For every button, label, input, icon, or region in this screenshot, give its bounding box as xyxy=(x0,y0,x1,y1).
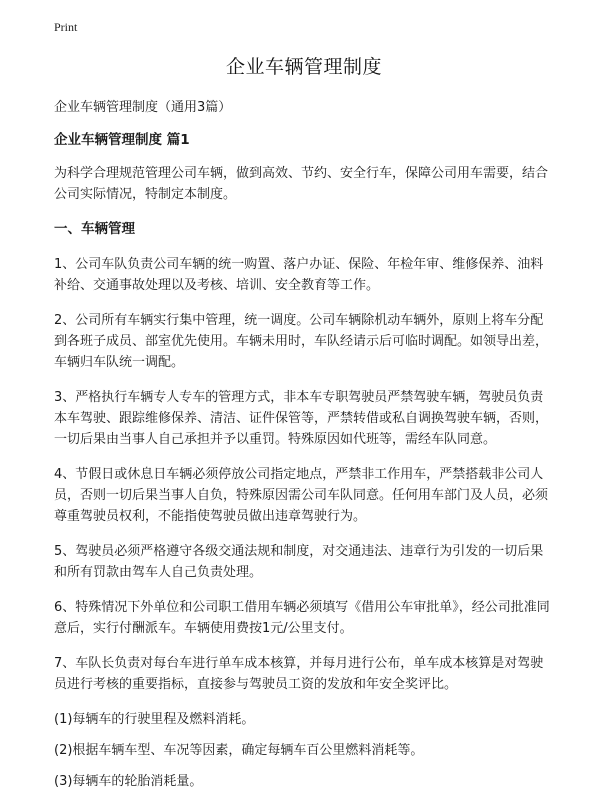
rule-paragraph-2: 2、公司所有车辆实行集中管理，统一调度。公司车辆除机动车辆外，原则上将车分配到各班子成员、部室优先使用。车辆未用时，车队经请示后可临时调配。如领导出差，车辆归车队统一调配。 xyxy=(54,313,549,370)
intro-paragraph: 为科学合理规范管理公司车辆，做到高效、节约、安全行车，保障公司用车需要，结合公司实际情况，特制定本制度。 xyxy=(54,166,549,202)
print-link[interactable]: Print xyxy=(54,20,78,34)
page-title: 企业车辆管理制度 xyxy=(225,56,382,78)
sub-item-1: (1)每辆车的行驶里程及燃料消耗。 xyxy=(54,712,255,727)
rule-paragraph-3: 3、严格执行车辆专人专车的管理方式，非本车专职驾驶员严禁驾驶车辆，驾驶员负责本车驾驶、跟踪维修保养、清洁、证件保管等，严禁转借或私自调换驾驶车辆，否则，一切后果由当事人自己承担并予以重罚。特殊原因如代班等，需经车队同意。 xyxy=(54,390,549,447)
chapter-heading: 企业车辆管理制度 篇1 xyxy=(54,132,190,148)
sub-item-2: (2)根据车辆车型、车况等因素，确定每辆车百公里燃料消耗等。 xyxy=(54,743,424,758)
section-heading: 一、车辆管理 xyxy=(54,221,135,237)
document-body xyxy=(54,52,554,802)
rule-paragraph-5: 5、驾驶员必须严格遵守各级交通法规和制度，对交通违法、违章行为引发的一切后果和所有罚款由驾车人自己负责处理。 xyxy=(54,544,544,580)
rule-paragraph-4: 4、节假日或休息日车辆必须停放公司指定地点，严禁非工作用车，严禁搭载非公司人员，否则一切后果当事人自负，特殊原因需公司车队同意。任何用车部门及人员，必须尊重驾驶员权利，不能指使驾驶员做出违章驾驶行为。 xyxy=(54,467,549,524)
rule-paragraph-6: 6、特殊情况下外单位和公司职工借用车辆必须填写《借用公车审批单》，经公司批准同意后，实行付酬派车。车辆使用费按1元/公里支付。 xyxy=(54,600,550,636)
document-subtitle: 企业车辆管理制度（通用3篇） xyxy=(54,100,232,115)
sub-item-3: (3)每辆车的轮胎消耗量。 xyxy=(54,774,203,789)
rule-paragraph-7: 7、车队长负责对每台车进行单车成本核算，并每月进行公布，单车成本核算是对驾驶员进行考核的重要指标，直接参与驾驶员工资的发放和年安全奖评比。 xyxy=(54,656,544,692)
rule-paragraph-1: 1、公司车队负责公司车辆的统一购置、落户办证、保险、年检年审、维修保养、油料补给、交通事故处理以及考核、培训、安全教育等工作。 xyxy=(54,257,544,293)
